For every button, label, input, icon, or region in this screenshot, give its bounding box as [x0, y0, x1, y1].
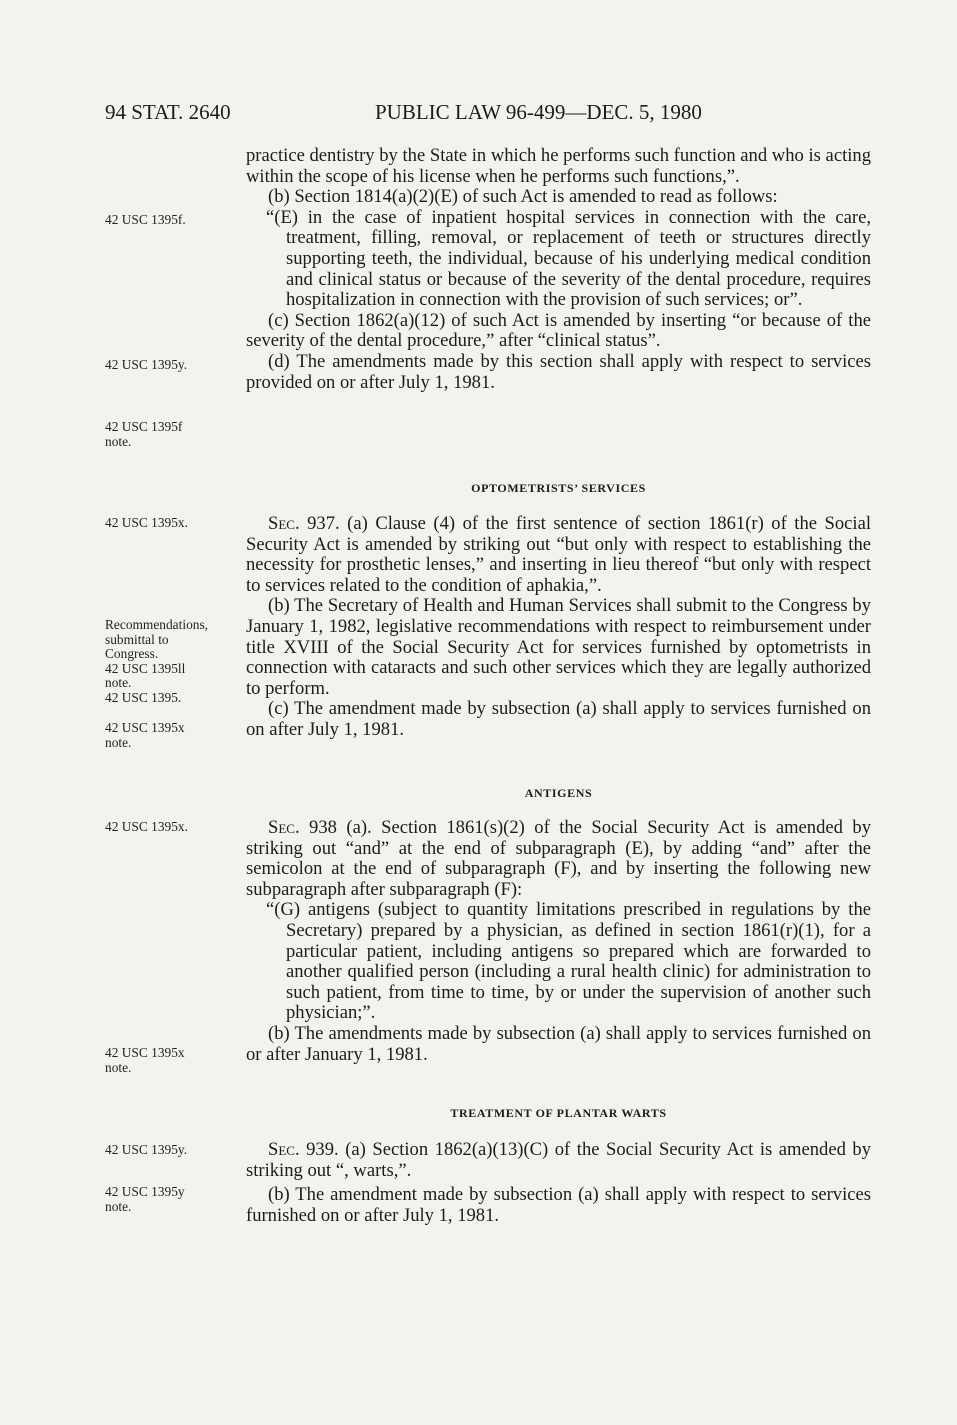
para-sec-939-text: 939. (a) Section 1862(a)(13)(C) of the Social Security Act is amended by striking out “, warts,”.	[246, 1139, 871, 1181]
sec-label: Sec.	[268, 1139, 300, 1160]
heading-antigens: ANTIGENS	[524, 786, 593, 800]
para-937-b: (b) The Secretary of Health and Human Services shall submit to the Congress by January 1, 1982, legislative recommendations with respect to reimbursement under title XVIII of the Social Security Act for services furnished by optometrists in connection with cataracts and such other services which they are legally authorized to perform.	[246, 595, 871, 699]
margin-note-line: 42 USC 1395x	[105, 1045, 185, 1060]
margin-note-line: 42 USC 1395.	[105, 689, 182, 705]
sec-label: Sec.	[268, 513, 300, 534]
para-b-1814: (b) Section 1814(a)(2)(E) of such Act is amended to read as follows:	[268, 186, 778, 208]
section-dental-block	[246, 146, 871, 393]
section-938-block	[246, 818, 871, 1065]
margin-note-1395f-note	[105, 420, 182, 449]
margin-note-line: note.	[105, 1198, 132, 1214]
para-937-c: (c) The amendment made by subsection (a) shall apply to services furnished on on after July 1, 1981.	[246, 698, 871, 740]
margin-note-1395f: 42 USC 1395f.	[105, 212, 186, 227]
para-939-b: (b) The amendment made by subsection (a) shall apply with respect to services furnished on or after July 1, 1981.	[246, 1184, 871, 1226]
para-sec-938-text: 938 (a). Section 1861(s)(2) of the Social Security Act is amended by striking out “and” at the end of subparagraph (E), by adding “and” after the semicolon at the end of subparagraph (F), and by inserting the following new subparagraph after subparagraph (F):	[246, 817, 871, 900]
margin-note-1395y-939: 42 USC 1395y.	[105, 1142, 188, 1157]
margin-note-1395y: 42 USC 1395y.	[105, 357, 188, 372]
margin-note-recommendations	[105, 618, 208, 706]
para-938-b: (b) The amendments made by subsection (a) shall apply to services furnished on or after January 1, 1981.	[246, 1022, 871, 1065]
margin-note-line: submittal to	[105, 631, 169, 647]
margin-note-1395y-note-939	[105, 1185, 185, 1214]
para-sec-937	[246, 514, 871, 596]
para-sec-939	[246, 1140, 871, 1181]
stat-citation: 94 STAT. 2640	[105, 100, 231, 124]
para-quote-e: “(E) in the case of inpatient hospital services in connection with the care, treatment, filling, removal, or replacement of teeth or structures directly supporting teeth, the individual, because of his underlying medical condition and clinical status or because of the severity of the dental procedure, requires hospitalization in connection with the provision of such services; or”.	[266, 206, 871, 311]
margin-note-1395x-note	[105, 721, 185, 750]
margin-note-line: Congress.	[105, 646, 159, 662]
margin-note-line: 42 USC 1395f	[105, 419, 183, 434]
margin-note-line: 42 USC 1395ll	[105, 660, 186, 676]
margin-note-line: note.	[105, 675, 132, 691]
para-sec-938	[246, 818, 871, 900]
para-sec-937-text: 937. (a) Clause (4) of the first sentence of section 1861(r) of the Social Security Act is amended by striking out “but only with respect to establishing the necessity for prosthetic lenses,” and inserting in lieu thereof “but only with respect to services related to the condition of aphakia,”.	[246, 513, 871, 596]
margin-note-line: Recommendations,	[105, 617, 209, 632]
margin-note-1395x: 42 USC 1395x.	[105, 515, 188, 530]
heading-plantar-warts: TREATMENT OF PLANTAR WARTS	[450, 1106, 667, 1120]
heading-optometrists: OPTOMETRISTS’ SERVICES	[471, 481, 646, 495]
margin-note-1395x-938: 42 USC 1395x.	[105, 819, 188, 834]
para-continuation: practice dentistry by the State in which he performs such function and who is acting within the scope of his license when he performs such functions,”.	[246, 145, 871, 187]
para-c-1862: (c) Section 1862(a)(12) of such Act is amended by inserting “or because of the severity of the dental procedure,” after “clinical status”.	[246, 309, 871, 352]
margin-note-line: 42 USC 1395y	[105, 1184, 185, 1199]
margin-note-line: note.	[105, 1059, 132, 1075]
section-939-block	[246, 1140, 871, 1226]
section-937-block	[246, 514, 871, 741]
para-quote-g: “(G) antigens (subject to quantity limitations prescribed in regulations by the Secretary) prepared by a physician, as defined in section 1861(r)(1), for a particular patient, including antigens so prepared which are forwarded to another qualified person (including a rural health clinic) for administration to such patient, from time to time, by or under the supervision of another such physician;”.	[266, 899, 871, 1024]
page-header	[105, 100, 870, 126]
sec-label: Sec.	[268, 817, 300, 838]
margin-note-line: note.	[105, 433, 132, 449]
law-title: PUBLIC LAW 96-499—DEC. 5, 1980	[375, 100, 702, 124]
margin-note-line: 42 USC 1395x	[105, 720, 185, 735]
para-d-effective: (d) The amendments made by this section shall apply with respect to services provided on or after July 1, 1981.	[246, 350, 871, 393]
margin-note-line: note.	[105, 734, 132, 750]
margin-note-1395x-note-938	[105, 1046, 185, 1075]
